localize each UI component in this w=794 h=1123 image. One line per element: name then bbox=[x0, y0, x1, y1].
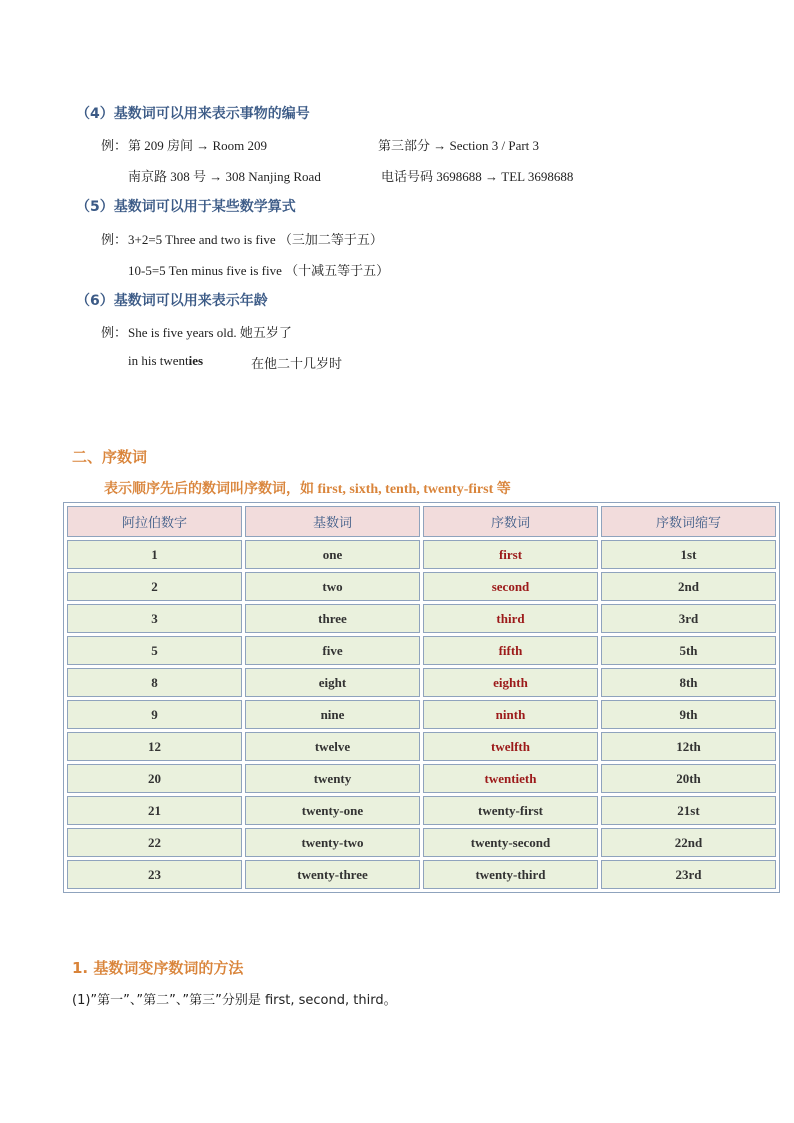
cell-ordinal: twelfth bbox=[423, 732, 598, 761]
table-row bbox=[67, 668, 776, 697]
cell-cardinal: twenty-one bbox=[245, 796, 420, 825]
cell-abbrev: 21st bbox=[601, 796, 776, 825]
cell-cardinal: two bbox=[245, 572, 420, 601]
section6-example-2 bbox=[128, 353, 203, 369]
section6-example-label: 例： bbox=[101, 326, 128, 341]
section6-example-2-translation: 在他二十几岁时 bbox=[251, 357, 343, 372]
cell-abbrev: 1st bbox=[601, 540, 776, 569]
cell-abbrev: 12th bbox=[601, 732, 776, 761]
section4-example-3: 南京路 308 号 → 308 Nanjing Road bbox=[128, 169, 321, 184]
cell-ordinal: third bbox=[423, 604, 598, 633]
cell-ordinal: twenty-first bbox=[423, 796, 598, 825]
header-arabic: 阿拉伯数字 bbox=[67, 506, 242, 537]
cell-cardinal: twenty-two bbox=[245, 828, 420, 857]
table-row bbox=[67, 796, 776, 825]
ordinal-heading: 二、序数词 bbox=[72, 448, 148, 466]
cell-abbrev: 22nd bbox=[601, 828, 776, 857]
section4-heading: （4）基数词可以用来表示事物的编号 bbox=[76, 106, 310, 122]
section4-example-4: 电话号码 3698688 → TEL 3698688 bbox=[381, 169, 574, 184]
method-line-1: (1)”第一”、”第二”、”第三”分别是 first, second, third。 bbox=[72, 993, 397, 1008]
cell-ordinal: first bbox=[423, 540, 598, 569]
section5-example-label: 例： bbox=[101, 233, 128, 248]
section5-example-1: 3+2=5 Three and two is five （三加二等于五） bbox=[128, 232, 383, 247]
table-row bbox=[67, 700, 776, 729]
cell-arabic: 1 bbox=[67, 540, 242, 569]
section4-example-2: 第三部分 → Section 3 / Part 3 bbox=[378, 138, 540, 153]
cell-arabic: 12 bbox=[67, 732, 242, 761]
table-row bbox=[67, 860, 776, 889]
cell-abbrev: 20th bbox=[601, 764, 776, 793]
table-row bbox=[67, 572, 776, 601]
section4-example-label: 例： bbox=[101, 139, 128, 154]
table-row bbox=[67, 828, 776, 857]
cell-cardinal: twelve bbox=[245, 732, 420, 761]
cell-ordinal: fifth bbox=[423, 636, 598, 665]
cell-arabic: 5 bbox=[67, 636, 242, 665]
cell-arabic: 3 bbox=[67, 604, 242, 633]
cell-ordinal: twenty-second bbox=[423, 828, 598, 857]
cell-cardinal: eight bbox=[245, 668, 420, 697]
cell-abbrev: 23rd bbox=[601, 860, 776, 889]
section5-example-2: 10-5=5 Ten minus five is five （十减五等于五） bbox=[128, 263, 390, 278]
cell-abbrev: 2nd bbox=[601, 572, 776, 601]
cell-cardinal: twenty-three bbox=[245, 860, 420, 889]
cell-cardinal: nine bbox=[245, 700, 420, 729]
table-row bbox=[67, 732, 776, 761]
cell-ordinal: twentieth bbox=[423, 764, 598, 793]
cell-cardinal: one bbox=[245, 540, 420, 569]
cell-arabic: 2 bbox=[67, 572, 242, 601]
cell-cardinal: three bbox=[245, 604, 420, 633]
section6-example-2-stem: in his twent bbox=[128, 353, 189, 368]
table-row bbox=[67, 636, 776, 665]
cell-cardinal: twenty bbox=[245, 764, 420, 793]
cell-abbrev: 3rd bbox=[601, 604, 776, 633]
section6-example-1: She is five years old. 她五岁了 bbox=[128, 325, 292, 340]
cell-arabic: 8 bbox=[67, 668, 242, 697]
method-heading: 1. 基数词变序数词的方法 bbox=[72, 959, 244, 977]
cell-arabic: 9 bbox=[67, 700, 242, 729]
header-cardinal: 基数词 bbox=[245, 506, 420, 537]
section6-example-2-suffix: ies bbox=[188, 353, 204, 368]
cell-cardinal: five bbox=[245, 636, 420, 665]
cell-arabic: 22 bbox=[67, 828, 242, 857]
table-row bbox=[67, 540, 776, 569]
table-row bbox=[67, 604, 776, 633]
cell-arabic: 20 bbox=[67, 764, 242, 793]
section4-example-1: 第 209 房间 → Room 209 bbox=[128, 138, 268, 153]
cell-ordinal: second bbox=[423, 572, 598, 601]
header-ordinal: 序数词 bbox=[423, 506, 598, 537]
ordinal-table bbox=[63, 502, 780, 893]
cell-ordinal: twenty-third bbox=[423, 860, 598, 889]
cell-ordinal: ninth bbox=[423, 700, 598, 729]
header-abbrev: 序数词缩写 bbox=[601, 506, 776, 537]
cell-abbrev: 8th bbox=[601, 668, 776, 697]
cell-ordinal: eighth bbox=[423, 668, 598, 697]
cell-abbrev: 5th bbox=[601, 636, 776, 665]
cell-arabic: 23 bbox=[67, 860, 242, 889]
cell-abbrev: 9th bbox=[601, 700, 776, 729]
section5-heading: （5）基数词可以用于某些数学算式 bbox=[76, 199, 296, 215]
section6-heading: （6）基数词可以用来表示年龄 bbox=[76, 293, 268, 309]
ordinal-intro: 表示顺序先后的数词叫序数词，如 first, sixth, tenth, twenty-first 等 bbox=[104, 482, 511, 497]
table-header-row bbox=[67, 506, 776, 537]
cell-arabic: 21 bbox=[67, 796, 242, 825]
table-row bbox=[67, 764, 776, 793]
